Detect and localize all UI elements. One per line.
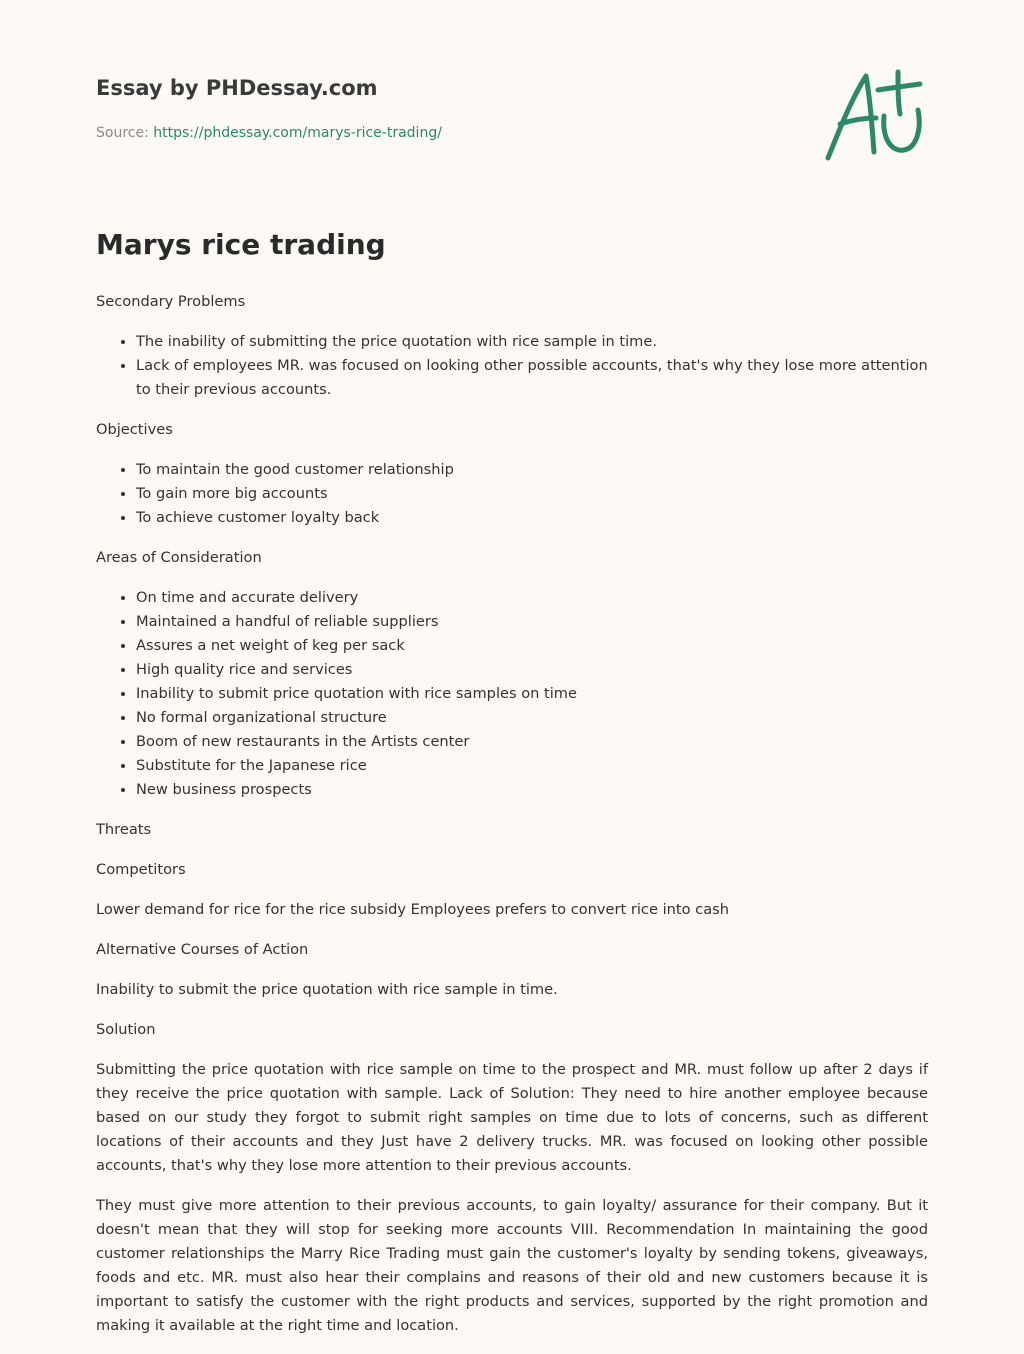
objectives-heading: Objectives xyxy=(96,421,173,438)
list-item: • To maintain the good customer relationship xyxy=(136,458,928,482)
list-item: • New business prospects xyxy=(136,778,928,802)
source-label: Source: xyxy=(96,125,149,141)
alternative-heading: Alternative Courses of Action xyxy=(96,941,309,958)
secondary-problems-heading: Secondary Problems xyxy=(96,293,246,310)
solution-paragraph-2: They must give more attention to their previous accounts, to gain loyalty/ assurance for their company. But it doesn't mean that they will stop for seeking more accounts VIII. Recommendation In maintaining the good customer relationships the Marry Rice Trading must gain the customer's loyalty by sending tokens, giveaways, foods and etc. MR. must also hear their complains and reasons of their old and new customers because it is important to satisfy the customer with the right products and services, supported by the right promotion and making it available at the right time and location. xyxy=(96,1197,928,1334)
list-item: • No formal organizational structure xyxy=(136,706,928,730)
list-item: • Lack of employees MR. was focused on looking other possible accounts, that's why they lose more attention to their previous accounts. xyxy=(136,354,928,402)
site-brand: Essay by PHDessay.com xyxy=(96,76,378,100)
list-item: • Maintained a handful of reliable suppliers xyxy=(136,610,928,634)
threats-heading: Threats xyxy=(96,821,152,838)
list-item: • On time and accurate delivery xyxy=(136,586,928,610)
list-item: • Assures a net weight of keg per sack xyxy=(136,634,928,658)
list-item: • Substitute for the Japanese rice xyxy=(136,754,928,778)
article-body xyxy=(96,226,928,1354)
source-line xyxy=(96,125,442,141)
secondary-problems-list xyxy=(96,330,928,402)
solution-paragraph-1: Submitting the price quotation with rice sample on time to the prospect and MR. must follow up after 2 days if they receive the price quotation with sample. Lack of Solution: They need to hire another employee because based on our study they forgot to submit right samples on time due to lots of concerns, such as different locations of their accounts and they Just have 2 delivery trucks. MR. was focused on looking other possible accounts, that's why they lose more attention to their previous accounts. xyxy=(96,1061,928,1174)
list-item: • The inability of submitting the price quotation with rice sample in time. xyxy=(136,330,928,354)
objectives-list xyxy=(96,458,928,530)
list-item: • To gain more big accounts xyxy=(136,482,928,506)
a-plus-logo-icon xyxy=(818,66,930,166)
article-title: Marys rice trading xyxy=(96,228,386,261)
lower-demand-text: Lower demand for rice for the rice subsidy Employees prefers to convert rice into cash xyxy=(96,901,729,918)
alternative-text: Inability to submit the price quotation with rice sample in time. xyxy=(96,981,558,998)
source-link[interactable]: https://phdessay.com/marys-rice-trading/ xyxy=(153,125,442,141)
competitors-text: Competitors xyxy=(96,861,186,878)
solution-heading: Solution xyxy=(96,1021,156,1038)
areas-heading: Areas of Consideration xyxy=(96,549,262,566)
list-item: • Inability to submit price quotation with rice samples on time xyxy=(136,682,928,706)
list-item: • High quality rice and services xyxy=(136,658,928,682)
list-item: • To achieve customer loyalty back xyxy=(136,506,928,530)
list-item: • Boom of new restaurants in the Artists center xyxy=(136,730,928,754)
areas-list xyxy=(96,586,928,802)
